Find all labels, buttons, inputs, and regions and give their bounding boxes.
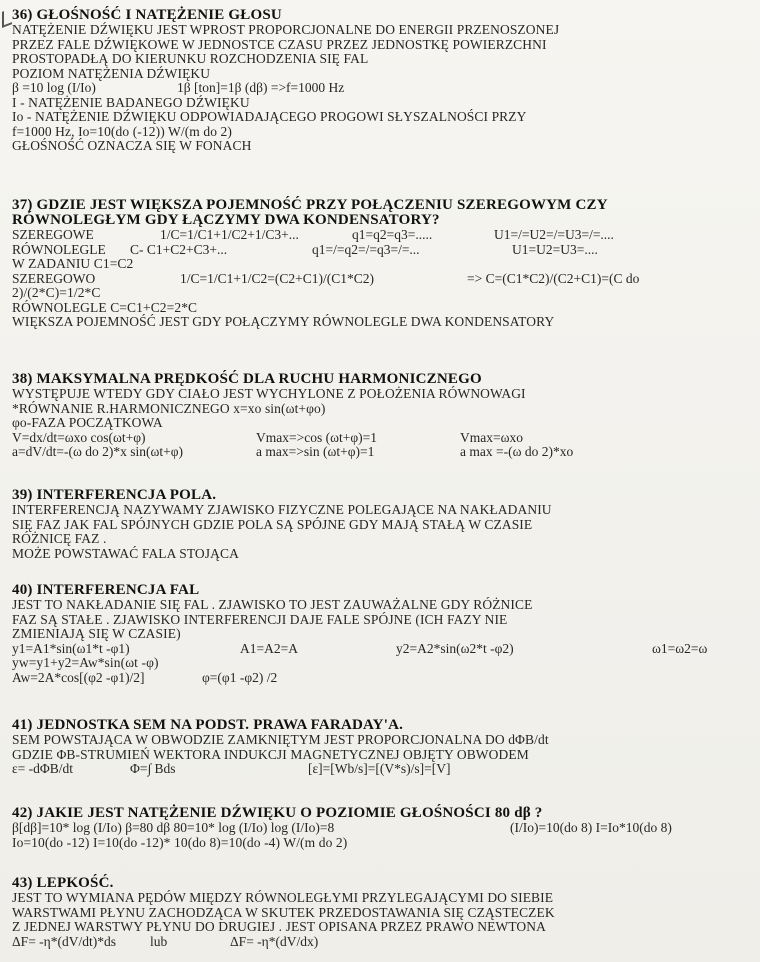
section-38-title: 38) MAKSYMALNA PRĘDKOŚĆ DLA RUCHU HARMONICZNEGO <box>12 371 482 387</box>
text-line: SIĘ FAZ JAK FAL SPÓJNYCH GDZIE POLA SĄ SPÓJNE GDY MAJĄ STAŁĄ W CZASIE <box>12 516 533 532</box>
formula: lub <box>150 933 168 949</box>
formula: q1=/=q2=/=q3=/=... <box>312 241 420 257</box>
formula: (I/Io)=10(do 8) I=Io*10(do 8) <box>510 820 672 835</box>
text-line: FAZ SĄ STAŁE . ZJAWISKO INTERFERENCJI DAJE FALE SPÓJNE (ICH FAZY NIE <box>12 611 508 627</box>
label: SZEREGOWE <box>12 227 94 242</box>
text-line: ZMIENIAJĄ SIĘ W CZASIE) <box>12 626 181 641</box>
section-39-title: 39) INTERFERENCJA POLA. <box>12 487 217 503</box>
formula-row <box>12 228 748 243</box>
section-39 <box>12 488 748 561</box>
formula: a max =-(ω do 2)*xo <box>460 444 574 459</box>
formula: V=dx/dt=ωxo cos(ωt+φ) <box>12 429 146 445</box>
formula: ΔF= -η*(dV/dt)*ds <box>12 933 116 949</box>
formula: U1=/=U2=/=U3=/=.... <box>494 227 614 242</box>
formula: => C=(C1*C2)/(C2+C1)=(C do <box>467 270 640 286</box>
formula: 1/C=1/C1+1/C2=(C2+C1)/(C1*C2) <box>180 270 374 286</box>
text-line: RÓŻNICĘ FAZ . <box>12 531 107 546</box>
formula: a=dV/dt=-(ω do 2)*x sin(ωt+φ) <box>12 444 184 459</box>
formula: Vmax=ωxo <box>460 429 523 445</box>
text-line: GDZIE ΦB-STRUMIEŃ WEKTORA INDUKCJI MAGNETYCZNEJ OBJĘTY OBWODEM <box>12 746 529 762</box>
formula: y2=A2*sin(ω2*t -φ2) <box>396 640 514 656</box>
formula: 1/C=1/C1+1/C2+1/C3+... <box>160 227 299 242</box>
formula: Φ=∫ Bds <box>130 761 176 776</box>
formula-row <box>12 272 748 287</box>
text-line: POZIOM NATĘŻENIA DŹWIĘKU <box>12 65 211 81</box>
margin-mark <box>2 8 12 28</box>
formula: Vmax=>cos (ωt+φ)=1 <box>256 429 377 445</box>
section-38 <box>12 372 748 460</box>
text-line: Io=10(do -12) I=10(do -12)* 10(do 8)=10(do -4) W/(m do 2) <box>12 834 348 850</box>
section-37-title: 37) GDZIE JEST WIĘKSZA POJEMNOŚĆ PRZY POŁĄCZENIU SZEREGOWYM CZY <box>12 197 608 213</box>
text-line: Io - NATĘŻENIE DŹWIĘKU ODPOWIADAJĄCEGO PROGOWI SŁYSZALNOŚCI PRZY <box>12 109 527 124</box>
text-line: GŁOŚNOŚĆ OZNACZA SIĘ W FONACH <box>12 138 252 153</box>
text-line: WYSTĘPUJE WTEDY GDY CIAŁO JEST WYCHYLONE Z POŁOŻENIA RÓWNOWAGI <box>12 386 526 401</box>
section-40-title: 40) INTERFERENCJA FAL <box>12 582 200 598</box>
formula: [ε]=[Wb/s]=[(V*s)/s]=[V] <box>308 761 451 776</box>
section-42 <box>12 806 748 850</box>
text-line: NATĘŻENIE DŹWIĘKU JEST WPROST PROPORCJONALNE DO ENERGII PRZENOSZONEJ <box>12 22 560 37</box>
formula: Aw=2A*cos[(φ2 -φ1)/2] <box>12 669 145 685</box>
text-line: INTERFERENCJĄ NAZYWAMY ZJAWISKO FIZYCZNE POLEGAJĄCE NA NAKŁADANIU <box>12 502 552 517</box>
text-line: W ZADANIU C1=C2 <box>12 256 134 271</box>
text-line: Z JEDNEJ WARSTWY PŁYNU DO DRUGIEJ . JEST OPISANA PRZEZ PRAWO NEWTONA <box>12 919 546 934</box>
formula-row <box>12 431 748 446</box>
formula-row <box>12 642 748 657</box>
section-43-title: 43) LEPKOŚĆ. <box>12 875 114 891</box>
formula: y1=A1*sin(ω1*t -φ1) <box>12 640 130 656</box>
formula-row <box>12 445 748 460</box>
text-line: PRZEZ FALE DŹWIĘKOWE W JEDNOSTCE CZASU PRZEZ JEDNOSTKĘ POWIERZCHNI <box>12 36 547 52</box>
text-line: φo-FAZA POCZĄTKOWA <box>12 415 163 430</box>
formula-row <box>12 671 748 686</box>
text-line: JEST TO NAKŁADANIE SIĘ FAL . ZJAWISKO TO JEST ZAUWAŻALNE GDY RÓŻNICE <box>12 597 533 612</box>
formula-row <box>12 935 748 950</box>
text-line: *RÓWNANIE R.HARMONICZNEGO x=xo sin(ωt+φo) <box>12 400 326 416</box>
formula: 1β [ton]=1β (dβ) =>f=1000 Hz <box>177 80 345 95</box>
formula: ΔF= -η*(dV/dx) <box>230 933 319 949</box>
text-line: I - NATĘŻENIE BADANEGO DŹWIĘKU <box>12 94 250 110</box>
text-line: PROSTOPADŁĄ DO KIERUNKU ROZCHODZENIA SIĘ FAL <box>12 51 369 66</box>
label: RÓWNOLEGLE <box>12 241 106 257</box>
formula: a max=>sin (ωt+φ)=1 <box>256 444 375 459</box>
formula: C- C1+C2+C3+... <box>130 241 228 257</box>
text-line: SEM POWSTAJĄCA W OBWODZIE ZAMKNIĘTYM JEST PROPORCJONALNA DO dΦB/dt <box>12 732 549 747</box>
section-37-title-cont: RÓWNOLEGŁYM GDY ŁĄCZYMY DWA KONDENSATORY? <box>12 212 440 228</box>
section-41 <box>12 718 748 777</box>
text-line: RÓWNOLEGLE C=C1+C2=2*C <box>12 299 198 315</box>
section-36-title: 36) GŁOŚNOŚĆ I NATĘŻENIE GŁOSU <box>12 7 282 23</box>
formula: U1=U2=U3=.... <box>512 241 598 257</box>
section-42-title: 42) JAKIE JEST NATĘŻENIE DŹWIĘKU O POZIOMIE GŁOŚNOŚCI 80 dβ ? <box>12 805 543 821</box>
section-41-title: 41) JEDNOSTKA SEM NA PODST. PRAWA FARADAY'A. <box>12 717 404 733</box>
formula: β =10 log (I/Io) <box>12 80 96 95</box>
text-line: yw=y1+y2=Aw*sin(ωt -φ) <box>12 655 159 670</box>
text-line: WARSTWAMI PŁYNU ZACHODZĄCA W SKUTEK PRZEDOSTAWANIA SIĘ CZĄSTECZEK <box>12 904 555 920</box>
formula: φ=(φ1 -φ2) /2 <box>202 669 278 685</box>
section-36 <box>12 8 748 154</box>
section-43 <box>12 876 748 949</box>
formula: β[dβ]=10* log (I/Io) β=80 dβ 80=10* log (I/Io) log (I/Io)=8 <box>12 820 335 835</box>
formula: A1=A2=A <box>240 640 298 656</box>
formula: ε= -dΦB/dt <box>12 761 74 776</box>
text-line: f=1000 Hz, Io=10(do (-12)) W/(m do 2) <box>12 123 233 139</box>
text-line: JEST TO WYMIANA PĘDÓW MIĘDZY RÓWNOLEGŁYMI PRZYLEGAJĄCYMI DO SIEBIE <box>12 890 554 905</box>
text-line: WIĘKSZA POJEMNOŚĆ JEST GDY POŁĄCZYMY RÓWNOLEGLE DWA KONDENSATORY <box>12 314 555 329</box>
text-line: 2)/(2*C)=1/2*C <box>12 285 101 300</box>
text-line: MOŻE POWSTAWAĆ FALA STOJĄCA <box>12 545 239 561</box>
formula-row <box>12 243 748 258</box>
formula: q1=q2=q3=..... <box>352 227 433 242</box>
section-40 <box>12 583 748 685</box>
section-37 <box>12 198 748 330</box>
formula: ω1=ω2=ω <box>652 640 708 656</box>
formula-row <box>12 762 748 777</box>
formula-row <box>12 81 748 96</box>
label: SZEREGOWO <box>12 270 96 286</box>
formula-row <box>12 821 748 836</box>
